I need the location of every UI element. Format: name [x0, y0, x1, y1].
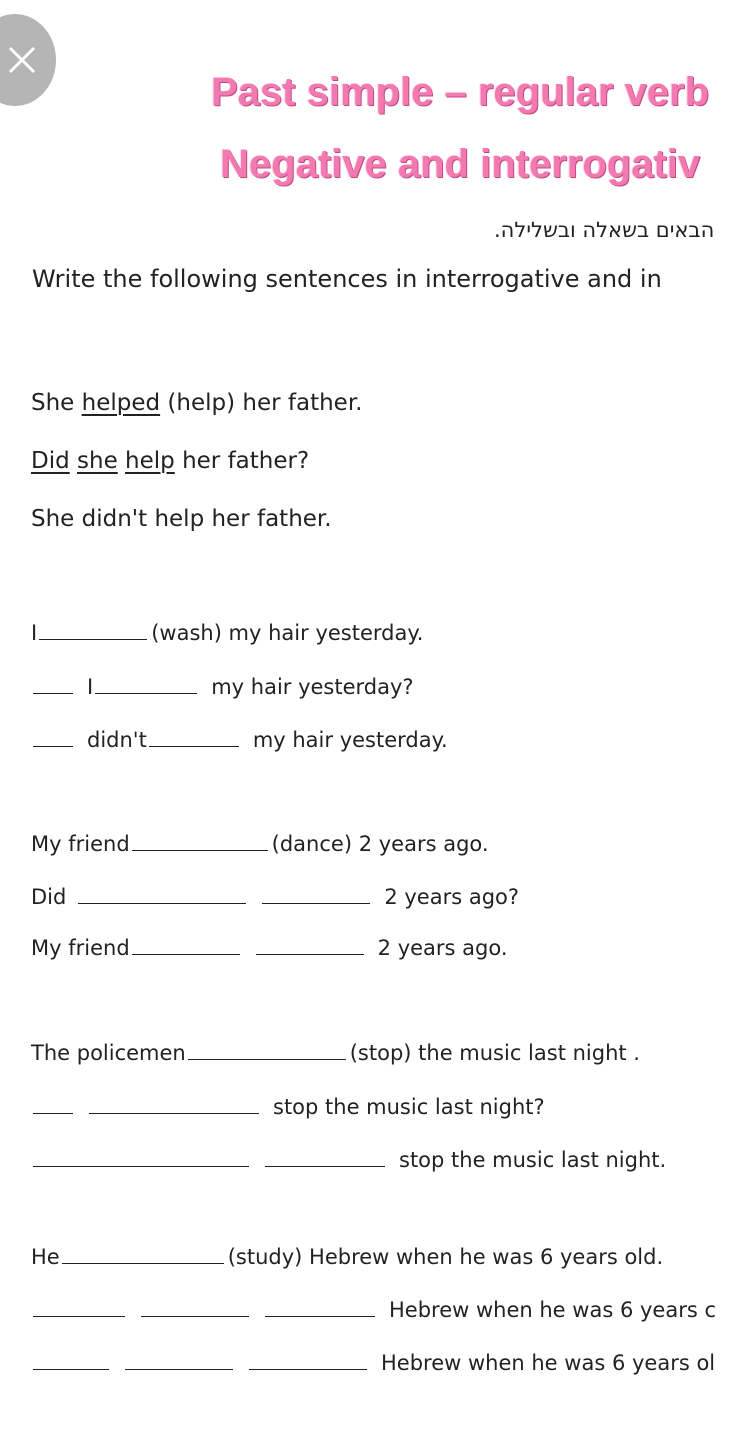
close-icon [7, 45, 37, 75]
answer-blank[interactable] [249, 1368, 367, 1370]
answer-blank[interactable] [39, 638, 147, 640]
answer-blank[interactable] [265, 1315, 375, 1317]
answer-blank[interactable] [33, 692, 73, 694]
answer-blank[interactable] [262, 902, 370, 904]
ex4-line-3: Hebrew when he was 6 years ol [31, 1351, 715, 1375]
ex3-line-2: stop the music last night? [31, 1095, 545, 1119]
answer-blank[interactable] [149, 745, 239, 747]
answer-blank[interactable] [33, 1112, 73, 1114]
close-button[interactable] [0, 14, 56, 106]
ex2-line-2: Did 2 years ago? [31, 885, 520, 909]
example-line-2: Did she help her father? [31, 448, 310, 474]
answer-blank[interactable] [33, 745, 73, 747]
example-verb: helped [81, 390, 161, 416]
answer-blank[interactable] [265, 1165, 385, 1167]
worksheet-title: Past simple – regular verb [211, 70, 710, 114]
ex1-line-3: didn't my hair yesterday. [31, 728, 448, 752]
answer-blank[interactable] [125, 1368, 233, 1370]
ex3-line-1: The policemen (stop) the music last night . [31, 1041, 640, 1065]
ex2-line-1: My friend (dance) 2 years ago. [31, 832, 489, 856]
ex1-line-1: I (wash) my hair yesterday. [31, 621, 424, 645]
answer-blank[interactable] [188, 1058, 346, 1060]
answer-blank[interactable] [33, 1315, 125, 1317]
ex4-line-2: Hebrew when he was 6 years c [31, 1298, 716, 1322]
answer-blank[interactable] [33, 1368, 109, 1370]
hebrew-instruction: הבאים בשאלה ובשלילה. [494, 218, 715, 242]
ex1-line-2: I my hair yesterday? [31, 675, 414, 699]
ex2-line-3: My friend 2 years ago. [31, 936, 508, 960]
answer-blank[interactable] [141, 1315, 249, 1317]
ex4-line-1: He (study) Hebrew when he was 6 years old. [31, 1245, 664, 1269]
answer-blank[interactable] [89, 1112, 259, 1114]
answer-blank[interactable] [62, 1262, 224, 1264]
answer-blank[interactable] [33, 1165, 249, 1167]
ex3-line-3: stop the music last night. [31, 1148, 666, 1172]
instruction-text: Write the following sentences in interrogative and in [32, 265, 662, 293]
answer-blank[interactable] [132, 849, 268, 851]
worksheet-subtitle: Negative and interrogativ [220, 142, 701, 186]
example-line-3: She didn't help her father. [31, 506, 332, 532]
answer-blank[interactable] [132, 953, 240, 955]
answer-blank[interactable] [78, 902, 246, 904]
example-line-1: She helped (help) her father. [31, 390, 363, 416]
answer-blank[interactable] [95, 692, 197, 694]
answer-blank[interactable] [256, 953, 364, 955]
